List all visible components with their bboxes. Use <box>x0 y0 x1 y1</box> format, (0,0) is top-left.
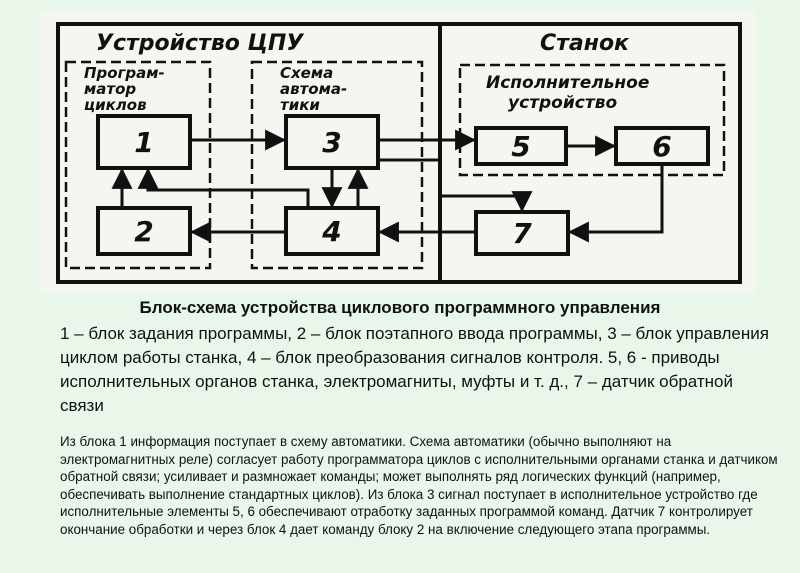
svg-text:2: 2 <box>134 215 154 248</box>
block-3 <box>286 116 378 168</box>
automation-scheme-label: Схема автома- тики <box>280 64 348 114</box>
machine-label: Станок <box>540 31 629 56</box>
machine-frame <box>440 24 740 282</box>
caption-title: Блок-схема устройства циклового программного управления <box>139 298 661 317</box>
svg-text:4: 4 <box>322 215 342 248</box>
arrow-4-to-1 <box>148 170 308 208</box>
block-7 <box>476 212 568 254</box>
svg-text:3: 3 <box>322 126 342 159</box>
block-1 <box>98 116 190 168</box>
description-text: Из блока 1 информация поступает в схему автоматики. Схема автоматики (обычно выполняют на электромагнитных реле) согласует работу программатора циклов с исполнительными органами станка и датчиком обратной связи; усиливает и размножает команды; может выполнять ряд логических функций (например, обеспечивать выполнение стандартных циклов). Из блока 3 сигнал поступает в исполнительное устройство где исполнительные элементы 5, 6 обеспечивают отработку заданных программой команд. Датчик 7 контролирует окончание обработки и через блок 4 дает команду блоку 2 на включение следующего этапа программы. <box>60 434 778 537</box>
svg-text:1: 1 <box>134 126 154 159</box>
block-2 <box>98 208 190 254</box>
cycle-programmer-label: Програм- матор циклов <box>84 64 165 114</box>
block-diagram-svg <box>40 10 756 293</box>
arrow-3-to-7 <box>378 160 522 210</box>
svg-text:7: 7 <box>512 217 532 250</box>
block-4 <box>286 208 378 254</box>
cpu-device-label: Устройство ЦПУ <box>96 31 304 56</box>
block-diagram <box>40 10 756 293</box>
block-5 <box>476 128 566 164</box>
block-6 <box>616 128 708 164</box>
executive-device-label: Исполнительное устройство <box>486 73 650 113</box>
svg-text:6: 6 <box>652 130 672 163</box>
caption-legend: 1 – блок задания программы, 2 – блок поэтапного ввода программы, 3 – блок управления циклом работы станка, 4 – блок преобразования сигналов контроля. 5, 6 - приводы исполнительных органов станка, электромагниты, муфты и т. д., 7 – датчик обратной связи <box>60 324 769 415</box>
svg-text:5: 5 <box>511 130 531 163</box>
